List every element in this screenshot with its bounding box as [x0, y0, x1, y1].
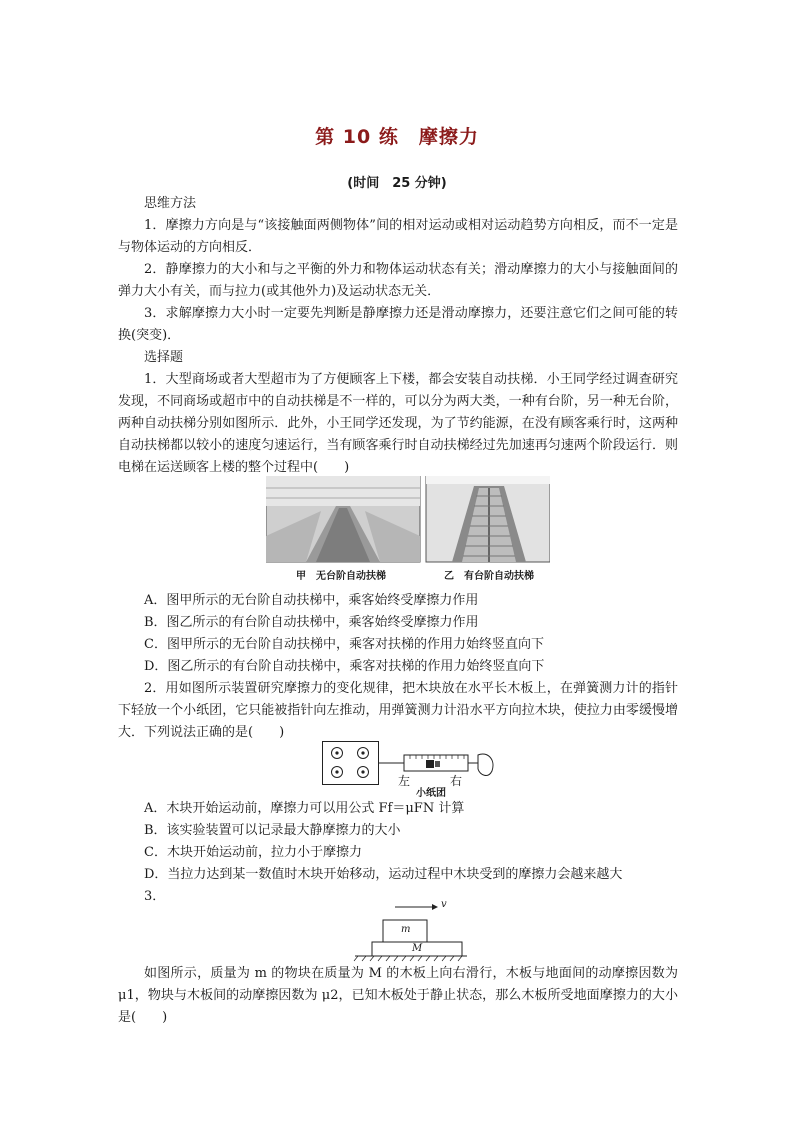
- caption-jia: 甲 无台阶自动扶梯: [296, 571, 386, 582]
- method-item: 3．求解摩擦力大小时一定要先判断是静摩擦力还是滑动摩擦力，还要注意它们之间可能的转换(突变)．: [118, 306, 678, 343]
- methods-heading: 思维方法: [144, 196, 197, 211]
- option-a: A．木块开始运动前，摩擦力可以用公式 Ff＝μFN 计算: [144, 801, 465, 816]
- option-d: D．图乙所示的有台阶自动扶梯中，乘客对扶梯的作用力始终竖直向下: [144, 659, 545, 674]
- option-b: B．图乙所示的有台阶自动扶梯中，乘客始终受摩擦力作用: [144, 615, 479, 630]
- label-right: 右: [450, 774, 463, 788]
- question-3-stem: 如图所示，质量为 m 的物块在质量为 M 的木板上向右滑行，木板与地面间的动摩擦因数为 μ1，物块与木板间的动摩擦因数为 μ2，已知木板处于静止状态，那么木板所受地面摩擦力的大小是( ): [118, 966, 678, 1025]
- block-board-figure: [350, 900, 470, 962]
- method-item: 2．静摩擦力的大小和与之平衡的外力和物体运动状态有关；滑动摩擦力的大小与接触面间的弹力大小有关，而与拉力(或其他外力)及运动状态无关．: [118, 262, 678, 299]
- question-2-stem: 2．用如图所示装置研究摩擦力的变化规律，把木块放在水平长木板上，在弹簧测力计的指针下轻放一个小纸团，它只能被指针向左推动，用弹簧测力计沿水平方向拉木块，使拉力由零缓慢增大．下列说法正确的是( ): [118, 681, 678, 740]
- option-c: C．图甲所示的无台阶自动扶梯中，乘客对扶梯的作用力始终竖直向下: [144, 637, 544, 652]
- label-velocity: v: [441, 899, 447, 910]
- method-item: 1．摩擦力方向是与“该接触面两侧物体”间的相对运动或相对运动趋势方向相反，而不一定是与物体运动的方向相反．: [118, 218, 678, 255]
- question-3-number: 3．: [144, 889, 166, 904]
- question-2-options: [118, 798, 678, 908]
- question-1-options: [118, 590, 678, 744]
- escalator-figure: [266, 476, 550, 586]
- option-b: B．该实验装置可以记录最大静摩擦力的大小: [144, 823, 401, 838]
- option-c: C．木块开始运动前，拉力小于摩擦力: [144, 845, 362, 860]
- label-block-mass: m: [401, 924, 411, 935]
- label-left: 左: [398, 774, 411, 788]
- label-board-mass: M: [412, 943, 423, 954]
- question-3: [118, 963, 678, 1029]
- caption-yi: 乙 有台阶自动扶梯: [444, 571, 534, 582]
- apparatus-diagram: [322, 741, 502, 797]
- option-d: D．当拉力达到某一数值时木块开始移动，运动过程中木块受到的摩擦力会越来越大: [144, 867, 623, 882]
- page-title: 第 10 练 摩擦力: [315, 126, 479, 148]
- question-1-stem: 1．大型商场或者大型超市为了方便顾客上下楼，都会安装自动扶梯．小王同学经过调查研究发现，不同商场或超市中的自动扶梯是不一样的，可以分为两大类，一种有台阶，另一种无台阶，两种自动扶梯分别如图所示．此外，小王同学还发现，为了节约能源，在没有顾客乘行时，这两种自动扶梯都以较小的速度匀速运行，当有顾客乘行时自动扶梯经过先加速再匀速两个阶段运行．则电梯在运送顾客上楼的整个过程中( ): [118, 372, 678, 475]
- spring-scale-figure: [322, 741, 502, 797]
- choice-heading: 选择题: [144, 350, 184, 365]
- time-limit: (时间 25 分钟): [347, 176, 447, 191]
- methods-section: [118, 193, 678, 479]
- option-a: A．图甲所示的无台阶自动扶梯中，乘客始终受摩擦力作用: [144, 593, 479, 608]
- label-paper: 小纸团: [416, 788, 446, 799]
